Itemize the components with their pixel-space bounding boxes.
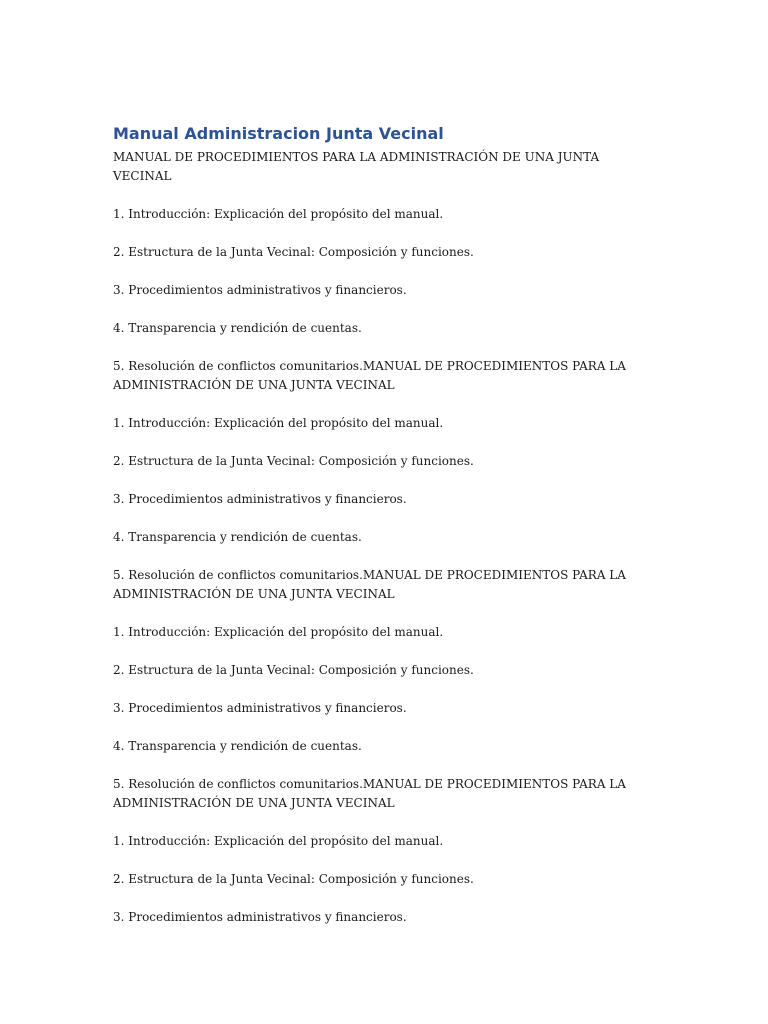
paragraph: 1. Introducción: Explicación del propósito del manual. bbox=[113, 834, 444, 848]
paragraph: 4. Transparencia y rendición de cuentas. bbox=[113, 530, 362, 544]
paragraph: 3. Procedimientos administrativos y financieros. bbox=[113, 492, 407, 506]
paragraph: 1. Introducción: Explicación del propósito del manual. bbox=[113, 625, 444, 639]
paragraph: 2. Estructura de la Junta Vecinal: Composición y funciones. bbox=[113, 454, 474, 468]
paragraph: 5. Resolución de conflictos comunitarios.MANUAL DE PROCEDIMIENTOS PARA LA ADMINISTRACIÓN DE UNA JUNTA VECINAL bbox=[113, 568, 626, 601]
paragraph-heading: MANUAL DE PROCEDIMIENTOS PARA LA ADMINISTRACIÓN DE UNA JUNTA VECINAL bbox=[113, 150, 600, 183]
paragraph: 2. Estructura de la Junta Vecinal: Composición y funciones. bbox=[113, 872, 474, 886]
paragraph: 3. Procedimientos administrativos y financieros. bbox=[113, 910, 407, 924]
paragraph: 3. Procedimientos administrativos y financieros. bbox=[113, 283, 407, 297]
paragraph: 1. Introducción: Explicación del propósito del manual. bbox=[113, 416, 444, 430]
paragraph: 2. Estructura de la Junta Vecinal: Composición y funciones. bbox=[113, 245, 474, 259]
document-title: Manual Administracion Junta Vecinal bbox=[113, 124, 444, 143]
paragraph: 4. Transparencia y rendición de cuentas. bbox=[113, 321, 362, 335]
paragraph: 5. Resolución de conflictos comunitarios.MANUAL DE PROCEDIMIENTOS PARA LA ADMINISTRACIÓN DE UNA JUNTA VECINAL bbox=[113, 777, 626, 810]
paragraph: 1. Introducción: Explicación del propósito del manual. bbox=[113, 207, 444, 221]
document-page bbox=[113, 123, 653, 946]
paragraph: 5. Resolución de conflictos comunitarios.MANUAL DE PROCEDIMIENTOS PARA LA ADMINISTRACIÓN DE UNA JUNTA VECINAL bbox=[113, 359, 626, 392]
paragraph: 3. Procedimientos administrativos y financieros. bbox=[113, 701, 407, 715]
paragraph: 2. Estructura de la Junta Vecinal: Composición y funciones. bbox=[113, 663, 474, 677]
paragraph: 4. Transparencia y rendición de cuentas. bbox=[113, 739, 362, 753]
